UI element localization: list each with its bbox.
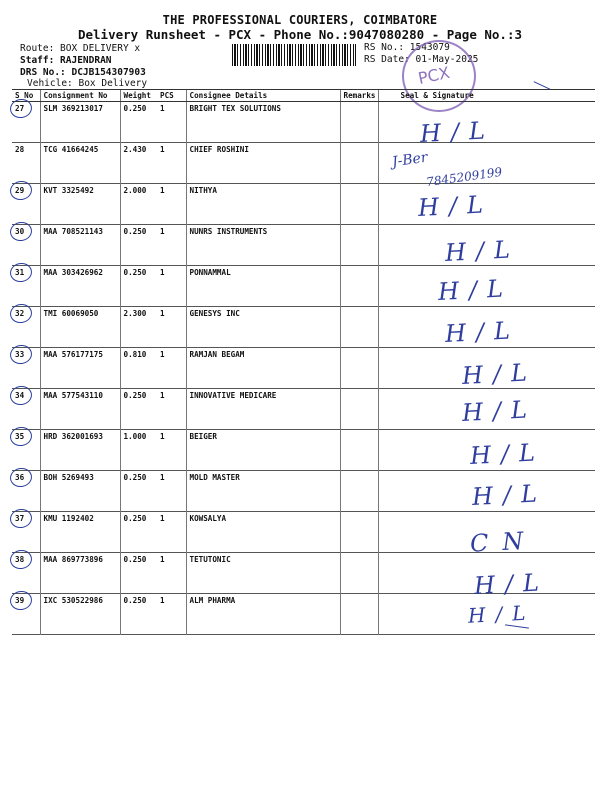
signature-37: CN xyxy=(469,526,539,558)
cell-remarks xyxy=(340,512,378,553)
runsheet-title: Delivery Runsheet - PCX - Phone No.:9047080280 - Page No.:3 xyxy=(77,27,522,42)
cell-remarks xyxy=(340,307,378,348)
rs-date: RS Date: 01-May-2025 xyxy=(364,54,479,65)
cell-consignee: BRIGHT TEX SOLUTIONS xyxy=(186,102,340,143)
cell-weight: 0.250 xyxy=(120,594,157,635)
cell-consignee: KOWSALYA xyxy=(186,512,340,553)
route-label: Route: BOX DELIVERY x xyxy=(20,43,141,54)
cell-sno: 29 xyxy=(15,186,25,195)
cell-sno: 33 xyxy=(15,350,25,359)
company-name: THE PROFESSIONAL COURIERS, COIMBATORE xyxy=(162,13,438,27)
cell-consignee: GENESYS INC xyxy=(186,307,340,348)
cell-consignment: TCG 41664245 xyxy=(40,143,120,184)
signature-33: H/L xyxy=(461,358,538,390)
cell-pcs: 1 xyxy=(160,350,165,359)
cell-remarks xyxy=(340,594,378,635)
cell-sno: 30 xyxy=(15,227,25,236)
signature-28-phone: 7845209199 xyxy=(425,164,503,190)
cell-remarks xyxy=(340,143,378,184)
signature-27: H/L xyxy=(419,116,496,148)
cell-remarks xyxy=(340,471,378,512)
cell-consignee: CHIEF ROSHINI xyxy=(186,143,340,184)
cell-pcs: 1 xyxy=(160,104,165,113)
cell-consignee: ALM PHARMA xyxy=(186,594,340,635)
cell-pcs: 1 xyxy=(160,309,165,318)
cell-weight: 2.300 xyxy=(120,307,157,348)
stamp-text: PCX xyxy=(416,62,452,89)
cell-pcs: 1 xyxy=(160,391,165,400)
cell-remarks xyxy=(340,225,378,266)
cell-consignment: MAA 577543110 xyxy=(40,389,120,430)
signature-30: H/L xyxy=(444,235,521,267)
cell-weight: 2.000 xyxy=(120,184,157,225)
cell-consignment: MAA 708521143 xyxy=(40,225,120,266)
cell-consignment: MAA 869773896 xyxy=(40,553,120,594)
col-consignment: Consignment No xyxy=(40,90,120,102)
signature-38: H/L xyxy=(473,568,550,600)
barcode xyxy=(232,44,356,66)
cell-remarks xyxy=(340,553,378,594)
cell-consignee: MOLD MASTER xyxy=(186,471,340,512)
cell-remarks xyxy=(340,430,378,471)
cell-weight: 0.250 xyxy=(120,553,157,594)
cell-consignment: BOH 5269493 xyxy=(40,471,120,512)
cell-weight: 2.430 xyxy=(120,143,157,184)
cell-consignment: IXC 530522986 xyxy=(40,594,120,635)
col-consignee: Consignee Details xyxy=(186,90,340,102)
cell-pcs: 1 xyxy=(160,555,165,564)
cell-consignee: BEIGER xyxy=(186,430,340,471)
cell-consignee: INNOVATIVE MEDICARE xyxy=(186,389,340,430)
signature-39: H/L xyxy=(467,600,537,628)
cell-sno: 36 xyxy=(15,473,25,482)
cell-sno: 28 xyxy=(15,145,25,154)
cell-weight: 0.250 xyxy=(120,471,157,512)
table-row xyxy=(12,143,595,184)
table-row xyxy=(12,184,595,225)
cell-consignment: MAA 303426962 xyxy=(40,266,120,307)
cell-consignee: TETUTONIC xyxy=(186,553,340,594)
cell-consignment: KMU 1192402 xyxy=(40,512,120,553)
cell-weight: 1.000 xyxy=(120,430,157,471)
signature-34: H/L xyxy=(461,395,538,427)
signature-29: H/L xyxy=(417,190,494,222)
cell-pcs: 1 xyxy=(160,268,165,277)
cell-pcs: 1 xyxy=(160,473,165,482)
cell-consignee: NUNRS INSTRUMENTS xyxy=(186,225,340,266)
cell-sno: 31 xyxy=(15,268,25,277)
cell-remarks xyxy=(340,266,378,307)
col-weight: Weight xyxy=(120,90,157,102)
cell-pcs: 1 xyxy=(160,145,165,154)
cell-weight: 0.250 xyxy=(120,512,157,553)
cell-sno: 32 xyxy=(15,309,25,318)
cell-weight: 0.250 xyxy=(120,266,157,307)
table-header-row xyxy=(12,90,595,102)
col-sno: S No xyxy=(12,90,40,102)
staff-label: Staff: RAJENDRAN xyxy=(20,55,112,66)
cell-consignee: NITHYA xyxy=(186,184,340,225)
drs-number: DRS No.: DCJB154307903 xyxy=(20,67,146,78)
cell-sno: 37 xyxy=(15,514,25,523)
cell-sno: 39 xyxy=(15,596,25,605)
cell-consignment: HRD 362001693 xyxy=(40,430,120,471)
cell-remarks xyxy=(340,348,378,389)
cell-sno: 35 xyxy=(15,432,25,441)
col-pcs: PCS xyxy=(157,90,186,102)
cell-pcs: 1 xyxy=(160,432,165,441)
signature-28: J-Ber xyxy=(391,149,429,171)
signature-32: H/L xyxy=(444,316,521,348)
cell-weight: 0.810 xyxy=(120,348,157,389)
cell-weight: 0.250 xyxy=(120,102,157,143)
col-remarks: Remarks xyxy=(340,90,378,102)
cell-consignment: KVT 3325492 xyxy=(40,184,120,225)
cell-pcs: 1 xyxy=(160,596,165,605)
cell-consignee: PONNAMMAL xyxy=(186,266,340,307)
cell-pcs: 1 xyxy=(160,514,165,523)
cell-consignment: TMI 60069050 xyxy=(40,307,120,348)
signature-35: H/L xyxy=(469,438,546,470)
cell-consignee: RAMJAN BEGAM xyxy=(186,348,340,389)
cell-weight: 0.250 xyxy=(120,225,157,266)
cell-sno: 38 xyxy=(15,555,25,564)
cell-weight: 0.250 xyxy=(120,389,157,430)
cell-pcs: 1 xyxy=(160,227,165,236)
cell-remarks xyxy=(340,184,378,225)
cell-sno: 27 xyxy=(15,104,25,113)
signature-36: H/L xyxy=(471,479,548,511)
cell-remarks xyxy=(340,389,378,430)
cell-consignment: SLM 369213017 xyxy=(40,102,120,143)
cell-sno: 34 xyxy=(15,391,25,400)
cell-remarks xyxy=(340,102,378,143)
rs-number: RS No.: 1543079 xyxy=(364,42,450,53)
col-seal-signature: Seal & Signature xyxy=(378,90,595,102)
signature-31: H/L xyxy=(437,274,514,306)
vehicle-label: Vehicle: Box Delivery xyxy=(27,78,148,89)
table-row xyxy=(12,102,595,143)
cell-pcs: 1 xyxy=(160,186,165,195)
cell-consignment: MAA 576177175 xyxy=(40,348,120,389)
